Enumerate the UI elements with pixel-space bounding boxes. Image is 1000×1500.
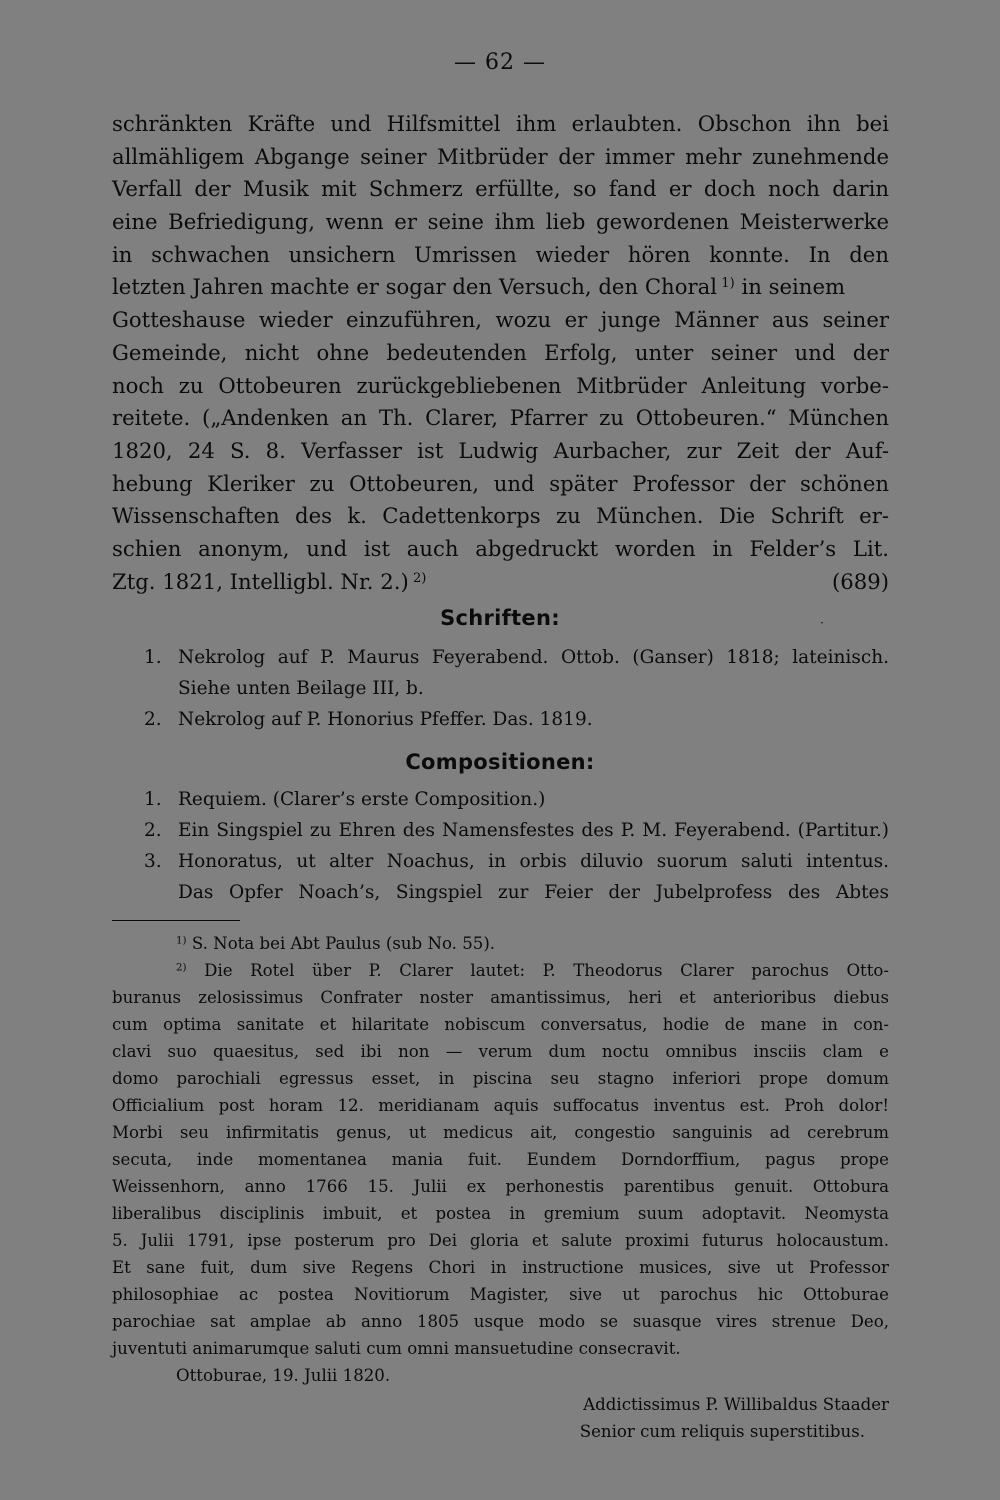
footnote-line: parochiae sat amplae ab anno 1805 usque modo se suasque vires strenue Deo, — [112, 1312, 889, 1331]
body-line-text: letzten Jahren machte er sogar den Versuch, den Choral — [112, 274, 717, 300]
body-line: in schwachen unsichern Umrissen wieder hören konnte. In den — [112, 241, 889, 267]
body-line: 1820, 24 S. 8. Verfasser ist Ludwig Aurbacher, zur Zeit der Auf- — [112, 437, 889, 463]
footnote-line: Et sane fuit, dum sive Regens Chori in instructione musices, sive ut Professor — [112, 1258, 889, 1277]
footnote-2 — [112, 957, 889, 984]
item-text: Siehe unten Beilage III, b. — [178, 678, 424, 699]
footnote-line: domo parochiali egressus esset, in piscina seu stagno inferiori prope domum — [112, 1069, 889, 1088]
footnote-line: Officialium post horam 12. meridianam aquis suffocatus inventus est. Proh dolor! — [112, 1096, 889, 1115]
body-line: Gotteshause wieder einzuführen, wozu er junge Männer aus seiner — [112, 307, 889, 333]
footnote-text: Die Rotel über P. Clarer lautet: P. Theodorus Clarer parochus Otto- — [204, 961, 889, 980]
item-number: 1. — [144, 647, 162, 668]
footnote-line: liberalibus disciplinis imbuit, et postea in gremium suum adoptavit. Neomysta — [112, 1204, 889, 1223]
list-item — [112, 784, 889, 815]
body-line: Verfall der Musik mit Schmerz erfüllte, so fand er doch noch darin — [112, 176, 889, 202]
body-line: Wissenschaften des k. Cadettenkorps zu München. Die Schrift er- — [112, 503, 889, 529]
body-line-tail: in seinem — [734, 274, 846, 300]
body-line: hebung Kleriker zu Ottobeuren, und später Professor der schönen — [112, 470, 889, 496]
compositionen-list — [112, 784, 889, 908]
body-line-text: Ztg. 1821, Intelligbl. Nr. 2.) — [112, 568, 409, 594]
footnote-mark: 1) — [176, 934, 187, 947]
place-date: Ottoburae, 19. Julii 1820. — [176, 1366, 391, 1385]
footnote-mark: 1) — [721, 276, 735, 292]
item-text: Requiem. (Clarer’s erste Composition.) — [178, 789, 546, 810]
footnote-divider — [112, 920, 240, 921]
footnote-line: Weissenhorn, anno 1766 15. Julii ex perhonestis parentibus genuit. Ottobura — [112, 1177, 889, 1196]
body-line: schränkten Kräfte und Hilfsmittel ihm erlaubten. Obschon ihn bei — [112, 111, 889, 136]
footnote-line: Morbi seu infirmitatis genus, ut medicus ait, congestio sanguinis ad cerebrum — [112, 1123, 889, 1142]
footnote-line: cum optima sanitate et hilaritate nobiscum conversatus, hodie de mane in con- — [112, 1015, 889, 1034]
body-line: Gemeinde, nicht ohne bedeutenden Erfolg, unter seiner und der — [112, 339, 889, 365]
item-text: Ein Singspiel zu Ehren des Namensfestes des P. M. Feyerabend. (Partitur.) — [178, 820, 889, 841]
signature-line: Addictissimus P. Willibaldus Staader — [583, 1395, 889, 1414]
body-line: reitete. („Andenken an Th. Clarer, Pfarrer zu Ottobeuren.“ München — [112, 405, 889, 431]
body-line: noch zu Ottobeuren zurückgebliebenen Mitbrüder Anleitung vorbe- — [112, 372, 889, 398]
list-item — [112, 642, 889, 704]
body-line: allmähligem Abgange seiner Mitbrüder der immer mehr zunehmende — [112, 143, 889, 169]
item-text: Das Opfer Noach’s, Singspiel zur Feier der Jubelprofess des Abtes — [178, 882, 889, 903]
list-item — [112, 815, 889, 846]
reference-number: (689) — [832, 568, 889, 594]
footnote-text: S. Nota bei Abt Paulus (sub No. 55). — [191, 934, 496, 953]
schriften-list — [112, 642, 889, 735]
item-number: 3. — [144, 851, 162, 872]
page-number: — 62 — — [454, 50, 546, 75]
signature-block — [112, 1391, 889, 1445]
body-line: schien anonym, und ist auch abgedruckt worden in Felder’s Lit. — [112, 535, 889, 561]
footnote-line: juventuti animarumque saluti cum omni mansuetudine consecravit. — [112, 1339, 681, 1358]
footnote-line: secuta, inde momentanea mania fuit. Eundem Dorndorffium, pagus prope — [112, 1150, 889, 1169]
item-number: 1. — [144, 789, 162, 810]
item-number: 2. — [144, 820, 162, 841]
footnote-line: clavi suo quaesitus, sed ibi non — verum dum noctu omnibus insciis clam e — [112, 1042, 889, 1061]
footnote-line: philosophiae ac postea Novitiorum Magister, sive ut parochus hic Ottoburae — [112, 1285, 889, 1304]
footnote-mark: 2) — [176, 961, 187, 974]
item-text: Nekrolog auf P. Honorius Pfeffer. Das. 1819. — [178, 709, 593, 730]
heading-schriften: Schriften: — [440, 606, 560, 630]
body-line: eine Befriedigung, wenn er seine ihm lieb gewordenen Meisterwerke — [112, 209, 889, 235]
list-item — [112, 704, 889, 735]
item-text: Nekrolog auf P. Maurus Feyerabend. Ottob. (Ganser) 1818; lateinisch. — [178, 647, 889, 668]
footnotes — [112, 930, 889, 1389]
footnote-line: buranus zelosissimus Confrater noster amantissimus, heri et anterioribus diebus — [112, 988, 889, 1007]
signature-line: Senior cum reliquis superstitibus. — [579, 1422, 865, 1441]
body-line — [112, 271, 889, 304]
item-number: 2. — [144, 709, 162, 730]
heading-compositionen: Compositionen: — [405, 750, 595, 774]
footnote-1 — [112, 930, 889, 957]
item-text: Honoratus, ut alter Noachus, in orbis diluvio suorum saluti intentus. — [178, 851, 889, 872]
list-item — [112, 846, 889, 908]
body-line — [112, 566, 889, 599]
body-paragraph — [112, 108, 889, 598]
footnote-line: 5. Julii 1791, ipse posterum pro Dei gloria et salute proximi futurus holocaustum. — [112, 1231, 889, 1250]
footnote-mark: 2) — [412, 570, 427, 586]
stray-mark: · — [820, 616, 824, 630]
